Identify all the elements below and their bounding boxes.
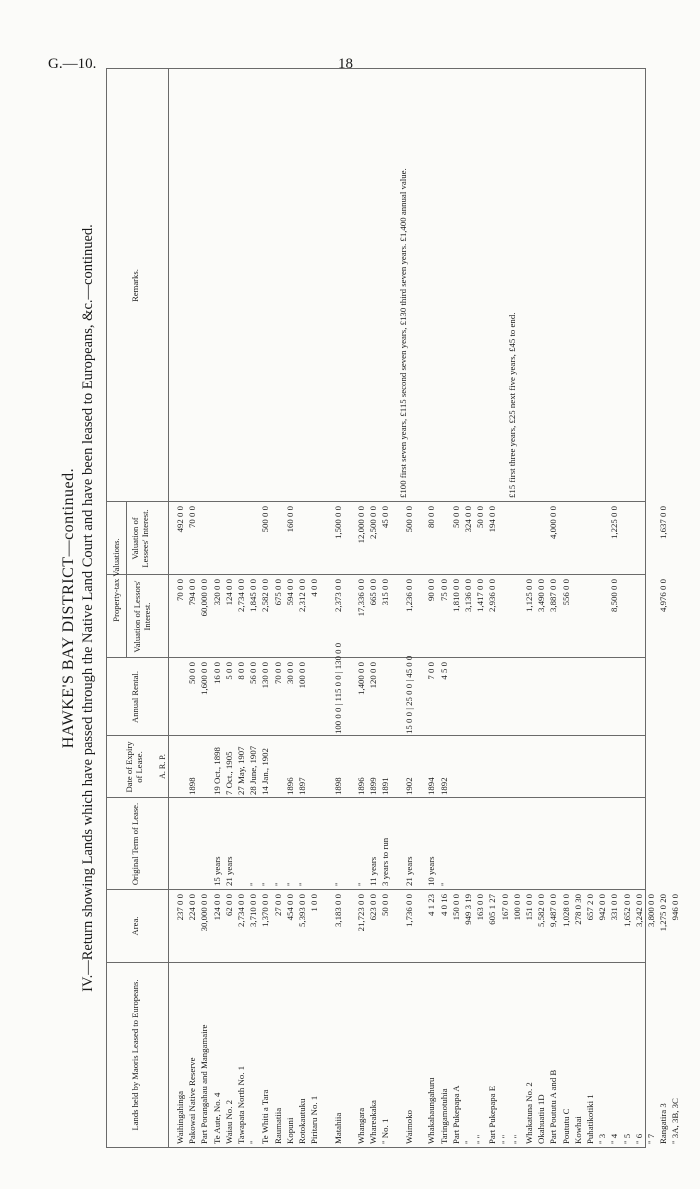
cell-land: Tawapata North No. 1 — [236, 1065, 246, 1144]
cell-rental: 16 0 0 — [211, 662, 222, 684]
cell-lessors: 315 0 0 — [380, 579, 390, 606]
cell-expiry: 1894 — [426, 777, 437, 795]
cell-lessees: 50 0 0 — [450, 506, 461, 528]
cell-term: 10 years — [426, 856, 437, 886]
col-ptv: Property-tax Valuations. — [111, 538, 121, 622]
cell-land: Waiau No. 2 — [223, 1100, 234, 1144]
cell-area: 942 0 0 — [597, 894, 608, 921]
cell-area: 331 0 0 — [609, 894, 620, 921]
remark-matahiia: £100 first seven years, £115 second seven years, £130 third seven years. £1,400 annual value. — [398, 168, 408, 498]
cell-lessees: 70 0 0 — [187, 506, 198, 528]
cell-area: 657 2 0 — [585, 894, 595, 921]
cell-land: Poututu C — [560, 1108, 571, 1144]
cell-expiry: 1898 — [333, 777, 344, 795]
cell-term: " — [438, 882, 449, 886]
cell-lessees: 1,637 0 0 — [658, 506, 669, 539]
cell-land: Kopuni — [284, 1117, 295, 1144]
cell-lessors: 594 0 0 — [284, 579, 295, 606]
cell-area: 949 3 19 — [463, 894, 473, 925]
cell-area: 3,710 0 0 — [248, 894, 259, 927]
cell-land: Whangara — [355, 1107, 366, 1144]
cell-term: " — [355, 882, 366, 886]
col-area-units: A. R. P. — [158, 754, 167, 779]
col-lands: Lands held by Maoris Leased to Europeans. — [130, 979, 140, 1131]
cell-rental: 100 0 0 | 115 0 0 | 130 0 0 — [333, 642, 344, 734]
cell-area: 30,000 0 0 — [199, 894, 210, 932]
cell-land: Puhatikotiki 1 — [585, 1094, 595, 1144]
cell-term: 3 years to run — [380, 837, 390, 886]
cell-lessees: 194 0 0 — [487, 506, 498, 533]
cell-term: 15 years — [211, 856, 222, 886]
cell-lessors: 17,336 0 0 — [355, 579, 366, 617]
cell-lessors: 124 0 0 — [223, 579, 234, 606]
cell-area: 2,734 0 0 — [236, 894, 246, 927]
cell-lessees: 492 0 0 — [175, 506, 185, 533]
cell-rental: 120 0 0 — [367, 662, 378, 689]
cell-lessors: 4 0 0 — [309, 579, 320, 597]
cell-land: " " — [475, 1134, 486, 1144]
cell-expiry: 7 Oct., 1905 — [223, 751, 234, 795]
return-title: IV.—Return showing Lands which have passed through the Native Land Court and have been leased to Europeans, &c.—continued. — [80, 224, 96, 992]
cell-term: 21 years — [404, 856, 415, 886]
cell-land: Te Aute, No. 4 — [211, 1092, 222, 1144]
cell-term: " — [260, 882, 271, 886]
cell-area: 62 0 0 — [223, 894, 234, 916]
cell-area: 151 0 0 — [524, 894, 534, 921]
cell-lessors: 556 0 0 — [560, 579, 571, 606]
cell-term: " — [284, 882, 295, 886]
cell-lessors: 4,976 0 0 — [658, 579, 669, 612]
cell-term: " — [248, 882, 259, 886]
cell-area: 605 1 27 — [487, 894, 498, 925]
cell-lessees: 80 0 0 — [426, 506, 437, 528]
col-lessors: Valuation of Lessors' Interest. — [132, 580, 153, 653]
cell-lessors: 60,000 0 0 — [199, 579, 210, 617]
cell-land: Te Whiti a Tara — [260, 1089, 271, 1144]
cell-expiry: 1892 — [438, 777, 449, 795]
cell-land: Part Porangahau and Mangamaire — [199, 1024, 210, 1144]
cell-rental: 56 0 0 — [248, 662, 259, 684]
cell-expiry: 1896 — [355, 777, 366, 795]
cell-rental: 1,600 0 0 — [199, 662, 210, 695]
page-number: 18 — [338, 56, 353, 72]
cell-lessees: 50 0 0 — [475, 506, 486, 528]
cell-land: Matahiia — [333, 1112, 344, 1144]
cell-lessors: 320 0 0 — [211, 579, 222, 606]
cell-land: Whakatuna No. 2 — [524, 1082, 534, 1144]
cell-land: " — [463, 1140, 473, 1144]
cell-land: Raumatiia — [272, 1107, 283, 1144]
cell-rental: 130 0 0 — [260, 662, 271, 689]
lease-table — [106, 68, 681, 1148]
cell-lessors: 8,500 0 0 — [609, 579, 620, 612]
cell-lessors: 3,136 0 0 — [463, 579, 473, 612]
cell-lessors: 2,936 0 0 — [487, 579, 498, 612]
cell-land: " " — [499, 1134, 510, 1144]
cell-area: 1 0 0 — [309, 894, 320, 912]
cell-term: " — [272, 882, 283, 886]
cell-area: 1,370 0 0 — [260, 894, 271, 927]
cell-expiry: 1898 — [187, 777, 198, 795]
cell-land: " 4 — [609, 1133, 620, 1144]
cell-area: 163 0 0 — [475, 894, 486, 921]
cell-lessors: 2,373 0 0 — [333, 579, 344, 612]
district-title: HAWKE'S BAY DISTRICT—continued. — [60, 467, 77, 749]
cell-lessors: 3,887 0 0 — [548, 579, 559, 612]
cell-land: Piritaru No. 1 — [309, 1095, 320, 1144]
cell-lessors: 75 0 0 — [438, 579, 449, 601]
cell-area: 3,183 0 0 — [333, 894, 344, 927]
cell-lessors: 2,734 0 0 — [236, 579, 246, 612]
cell-area: 5,582 0 0 — [536, 894, 547, 927]
cell-lessors: 3,490 0 0 — [536, 579, 547, 612]
cell-area: 946 0 0 — [670, 894, 681, 921]
cell-area: 4 1 23 — [426, 894, 437, 916]
cell-land: " 6 — [633, 1133, 644, 1144]
cell-lessees: 1,500 0 0 — [333, 506, 344, 539]
cell-lessees: 45 0 0 — [380, 506, 390, 528]
cell-expiry: 1902 — [404, 777, 415, 795]
cell-land: Rotokautuku — [297, 1098, 307, 1144]
cell-land: Pakowai Native Reserve — [187, 1057, 198, 1144]
cell-area: 150 0 0 — [450, 894, 461, 921]
cell-area: 278 0 30 — [572, 894, 583, 925]
cell-rental: 1,400 0 0 — [355, 662, 366, 695]
cell-land: Waihingahinga — [175, 1090, 185, 1144]
cell-expiry: 1891 — [380, 777, 390, 795]
cell-area: 1,736 0 0 — [404, 894, 415, 927]
cell-land: Taringamotuhia — [438, 1088, 449, 1144]
cell-area: 50 0 0 — [380, 894, 390, 916]
rotated-table-page — [54, 68, 681, 1148]
cell-term: 21 years — [223, 856, 234, 886]
cell-term: " — [333, 882, 344, 886]
cell-land: " 3A, 3B, 3C — [670, 1098, 681, 1144]
cell-expiry: 28 June, 1907 — [248, 745, 259, 795]
cell-area: 3,242 0 0 — [633, 894, 644, 927]
cell-lessees: 4,000 0 0 — [548, 506, 559, 539]
cell-area: 1,028 0 0 — [560, 894, 571, 927]
cell-rental: 30 0 0 — [284, 662, 295, 684]
cell-lessees: 12,000 0 0 — [355, 506, 366, 544]
cell-rental: 7 0 0 — [426, 662, 437, 680]
cell-land: " — [248, 1140, 259, 1144]
cell-lessors: 675 0 0 — [272, 579, 283, 606]
cell-rental: 50 0 0 — [187, 662, 198, 684]
col-area: Area. — [130, 916, 140, 936]
cell-rental: 70 0 0 — [272, 662, 283, 684]
col-term: Original Term of Lease. — [130, 802, 140, 886]
cell-area: 224 0 0 — [187, 894, 198, 921]
cell-rental: 100 0 0 — [297, 662, 307, 689]
cell-lessors: 2,312 0 0 — [297, 579, 307, 612]
cell-area: 3,800 0 0 — [646, 894, 656, 927]
cell-rental: 5 0 0 — [223, 662, 234, 680]
cell-lessees: 2,500 0 0 — [367, 506, 378, 539]
cell-area: 4 0 16 — [438, 894, 449, 916]
cell-lessors: 1,810 0 0 — [450, 579, 461, 612]
cell-land: " No. 1 — [380, 1118, 390, 1144]
cell-land: Part Pukepapa E — [487, 1085, 498, 1144]
cell-lessors: 794 0 0 — [187, 579, 198, 606]
cell-lessees: 324 0 0 — [463, 506, 473, 533]
cell-land: Part Pukepapa A — [450, 1085, 461, 1144]
cell-land: Whakahaungahuru — [426, 1077, 437, 1144]
cell-term: 11 years — [367, 856, 378, 886]
remark-waimoko: £15 first three years, £25 next five years, £45 to end. — [507, 312, 517, 498]
cell-land: " " — [511, 1134, 522, 1144]
col-remarks: Remarks. — [130, 269, 140, 302]
cell-expiry: 1897 — [297, 777, 307, 795]
cell-lessors: 1,125 0 0 — [524, 579, 534, 612]
cell-area: 454 0 0 — [284, 894, 295, 921]
page-ref: G.—10. — [48, 56, 97, 72]
cell-land: Okahuatiu 1D — [536, 1094, 547, 1144]
cell-lessees: 160 0 0 — [284, 506, 295, 533]
cell-lessors: 665 0 0 — [367, 579, 378, 606]
cell-expiry: 1896 — [284, 777, 295, 795]
cell-area: 623 0 0 — [367, 894, 378, 921]
cell-rental: 4 5 0 — [438, 662, 449, 680]
cell-lessors: 1,845 0 0 — [248, 579, 259, 612]
cell-area: 167 0 0 — [499, 894, 510, 921]
cell-lessees: 500 0 0 — [404, 506, 415, 533]
cell-area: 124 0 0 — [211, 894, 222, 921]
cell-land: Rangatira 3 — [658, 1103, 669, 1144]
cell-land: Kowhai — [572, 1116, 583, 1144]
cell-lessors: 2,582 0 0 — [260, 579, 271, 612]
cell-lessors: 1,417 0 0 — [475, 579, 486, 612]
cell-expiry: 19 Oct., 1898 — [211, 747, 222, 795]
cell-expiry: 1899 — [367, 777, 378, 795]
col-expiry: Date of Expiry of Lease. — [124, 741, 145, 793]
cell-lessees: 1,225 0 0 — [609, 506, 620, 539]
cell-area: 1,275 0 20 — [658, 894, 669, 932]
col-rental: Annual Rental. — [130, 670, 140, 724]
cell-lessees: 500 0 0 — [260, 506, 271, 533]
cell-lessors: 1,236 0 0 — [404, 579, 415, 612]
cell-lessors: 90 0 0 — [426, 579, 437, 601]
cell-area: 21,723 0 0 — [355, 894, 366, 932]
cell-area: 237 0 0 — [175, 894, 185, 921]
cell-expiry: 14 Jan., 1902 — [260, 748, 271, 795]
cell-area: 27 0 0 — [272, 894, 283, 916]
cell-expiry: 27 May, 1907 — [236, 746, 246, 795]
cell-rental: 8 0 0 — [236, 662, 246, 680]
cell-term: " — [297, 882, 307, 886]
cell-land: Waimoko — [404, 1110, 415, 1144]
cell-area: 100 0 0 — [511, 894, 522, 921]
cell-area: 1,652 0 0 — [621, 894, 632, 927]
cell-land: Whareakaka — [367, 1100, 378, 1144]
cell-land: " 3 — [597, 1133, 608, 1144]
col-lessees: Valuation of Lessees' Interest. — [130, 509, 151, 568]
cell-land: " 7 — [646, 1133, 656, 1144]
cell-rental: 15 0 0 | 25 0 0 | 45 0 0 — [404, 655, 415, 734]
cell-area: 9,487 0 0 — [548, 894, 559, 927]
cell-area: 5,393 0 0 — [297, 894, 307, 927]
cell-land: Part Poututu A and B — [548, 1069, 559, 1144]
cell-land: " 5 — [621, 1133, 632, 1144]
cell-lessors: 70 0 0 — [175, 579, 185, 601]
